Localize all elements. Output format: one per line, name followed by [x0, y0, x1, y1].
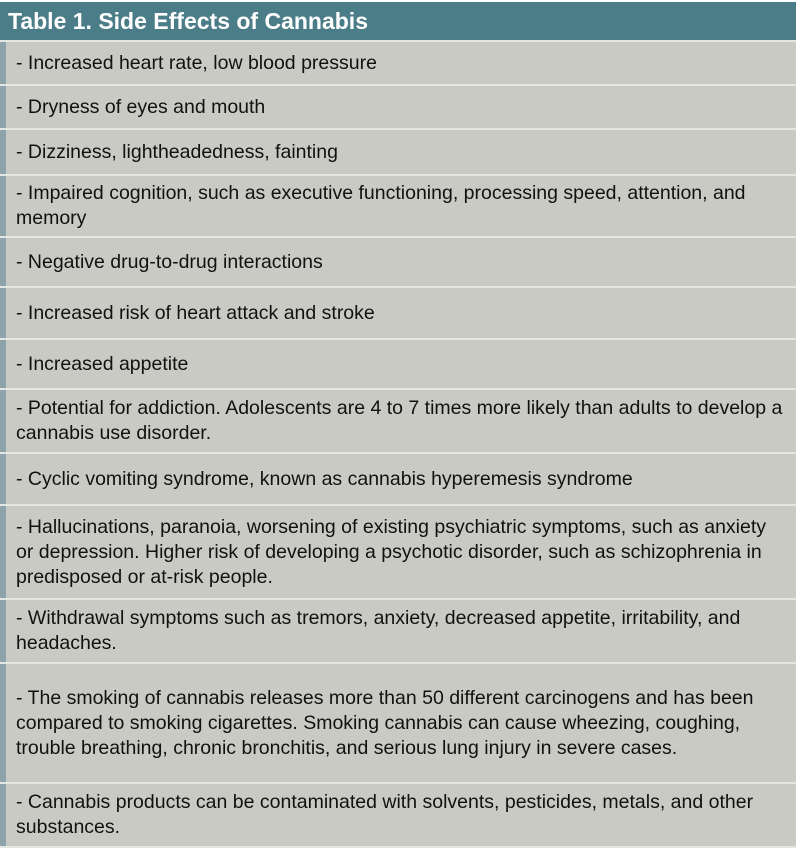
side-effect-text: - Dryness of eyes and mouth: [6, 86, 796, 128]
side-effect-text: - Withdrawal symptoms such as tremors, anxiety, decreased appetite, irritability, and headaches.: [6, 600, 796, 662]
side-effect-text: - Potential for addiction. Adolescents are 4 to 7 times more likely than adults to develop a cannabis use disorder.: [6, 390, 796, 452]
side-effect-text: - Increased heart rate, low blood pressure: [6, 42, 796, 84]
table-row: [0, 130, 796, 176]
side-effect-text: - Cyclic vomiting syndrome, known as cannabis hyperemesis syndrome: [6, 454, 796, 504]
table-row: [0, 176, 796, 238]
side-effect-text: - Dizziness, lightheadedness, fainting: [6, 130, 796, 174]
side-effects-table: [0, 2, 796, 848]
side-effect-text: - Increased risk of heart attack and stroke: [6, 288, 796, 338]
side-effect-text: - Cannabis products can be contaminated with solvents, pesticides, metals, and other substances.: [6, 784, 796, 846]
table-row: [0, 238, 796, 288]
table-body: [0, 42, 796, 848]
table-row: [0, 42, 796, 86]
table-row: [0, 784, 796, 848]
table-row: [0, 340, 796, 390]
table-row: [0, 664, 796, 784]
side-effect-text: - The smoking of cannabis releases more than 50 different carcinogens and has been compared to smoking cigarettes. Smoking cannabis can cause wheezing, coughing, trouble breathing, chronic bronchitis, and serious lung injury in severe cases.: [6, 664, 796, 782]
side-effect-text: - Negative drug-to-drug interactions: [6, 238, 796, 286]
side-effect-text: - Increased appetite: [6, 340, 796, 388]
table-row: [0, 506, 796, 600]
table-row: [0, 454, 796, 506]
table-row: [0, 86, 796, 130]
side-effect-text: - Impaired cognition, such as executive functioning, processing speed, attention, and memory: [6, 176, 796, 236]
table-row: [0, 600, 796, 664]
table-row: [0, 288, 796, 340]
side-effect-text: - Hallucinations, paranoia, worsening of existing psychiatric symptoms, such as anxiety or depression. Higher risk of developing a psychotic disorder, such as schizophrenia in predisposed or at-risk people.: [6, 506, 796, 598]
table-row: [0, 390, 796, 454]
table-title: Table 1. Side Effects of Cannabis: [0, 2, 796, 42]
